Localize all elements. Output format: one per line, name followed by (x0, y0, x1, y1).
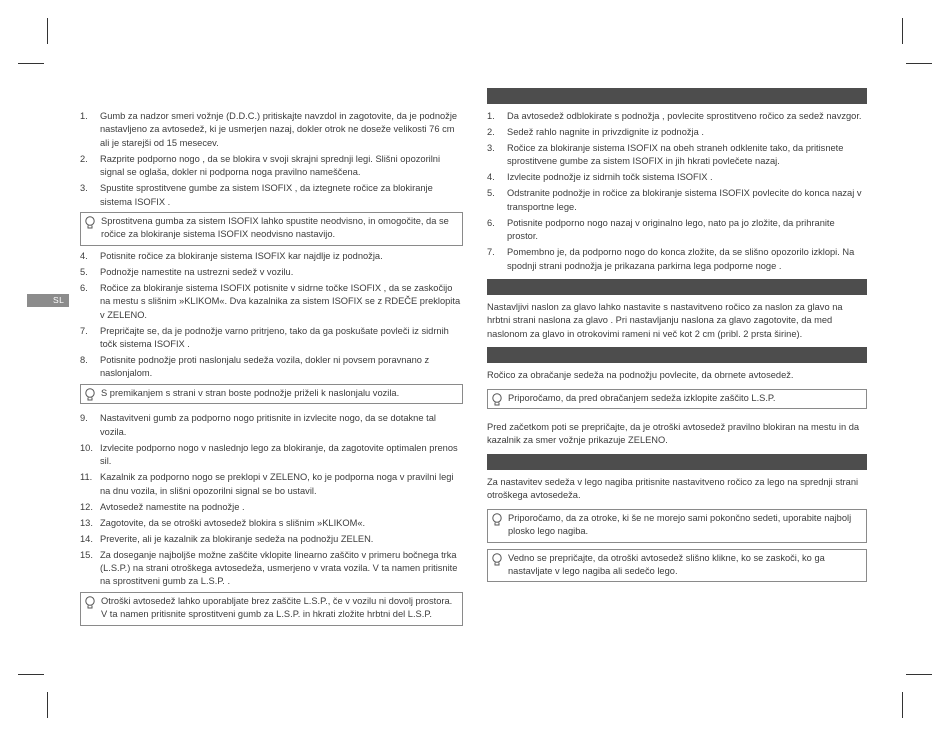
crop-mark (47, 18, 48, 44)
lightbulb-icon (491, 393, 503, 407)
list-item: 9. Nastavitveni gumb za podporno nogo pritisnite in izvlecite nogo, da se dotakne tal vozila. (80, 413, 436, 437)
note-box (80, 384, 463, 404)
section-header-bar (487, 347, 867, 363)
crop-mark (906, 674, 932, 675)
note-box (487, 509, 867, 543)
list-item: 11. Kazalnik za podporno nogo se preklopi v ZELENO, ko je podporna noga v pravilni legi na dnu vozila, in slišni opozorilni signal se bo ustavil. (80, 472, 454, 496)
section-header-bar (487, 279, 867, 295)
lightbulb-icon (491, 553, 503, 567)
note-text: Priporočamo, da za otroke, ki še ne morejo sami pokončno sedeti, uporabite najbolj plosko lego nagiba. (508, 512, 852, 537)
paragraph-recline: Za nastavitev sedeža v lego nagiba pritisnite nastavitveno ročico za lego na sprednji strani otroškega avtosedeža. (487, 476, 859, 501)
language-tab: SL (27, 294, 69, 307)
list-item: 2. Razprite podporno nogo , da se blokira v svoji skrajni sprednji legi. Slišni opozorilni signal se oglaša, dokler ni podporna noga pravilno nameščena. (80, 153, 441, 178)
steps-installation-a (80, 110, 463, 209)
crop-mark (902, 692, 903, 718)
list-item: 13. Zagotovite, da se otroški avtosedež blokira s slišnim »KLIKOM«. (80, 517, 366, 528)
note-box (80, 592, 463, 626)
steps-installation-b (80, 250, 463, 381)
list-item: 2. Sedež rahlo nagnite in privzdignite iz podnožja . (487, 127, 704, 137)
list-item: 8. Potisnite podnožje proti naslonjalu sedeža vozila, dokler ni povsem poravnano z naslonjalom. (80, 355, 430, 379)
paragraph-headrest: Nastavljivi naslon za glavo lahko nastavite s nastavitveno ročico za naslon za glavo na hrbtni strani naslona za glavo . Pri nastavljanju naslona za glavo zagotovite, da med naslonom za glavo in otrokovimi rameni ni več kot 2 cm (pribl. 2 prsta širine). (487, 302, 843, 339)
section-header-bar (487, 88, 867, 104)
list-item: 5. Odstranite podnožje in ročice za blokiranje sistema ISOFIX povlecite do konca nazaj v transportne lege. (487, 188, 862, 212)
list-item: 14. Preverite, ali je kazalnik za blokiranje sedeža na podnožju ZELEN. (80, 533, 374, 544)
paragraph-rotate: Ročico za obračanje sedeža na podnožju povlecite, da obrnete avtosedež. (487, 370, 794, 381)
list-item: 7. Prepričajte se, da je podnožje varno pritrjeno, tako da ga poskušate povleči iz sidrnih točk sistema ISOFIX . (80, 325, 449, 350)
crop-mark (18, 674, 44, 675)
list-item: 5. Podnožje namestite na ustrezni sedež v vozilu. (80, 266, 294, 277)
paragraph-check: Pred začetkom poti se prepričajte, da je otroški avtosedež pravilno blokiran na mestu in da kazalnik za smer vožnje prikazuje ZELENO. (487, 422, 860, 446)
list-item: 4. Izvlecite podnožje iz sidrnih točk sistema ISOFIX . (487, 172, 713, 183)
lightbulb-icon (491, 513, 503, 527)
lightbulb-icon (84, 388, 96, 402)
list-item: 1. Da avtosedež odblokirate s podnožja , povlecite sprostitveno ročico za sedež navzgor. (487, 111, 862, 121)
lightbulb-icon (84, 216, 96, 230)
list-item: 4. Potisnite ročice za blokiranje sistema ISOFIX kar najdlje iz podnožja. (80, 250, 383, 261)
note-text: Vedno se prepričajte, da otroški avtosedež slišno klikne, ko se zaskoči, ko ga nastavljate v lego nagiba ali sedečo lego. (508, 552, 825, 576)
list-item: 6. Ročice za blokiranje sistema ISOFIX potisnite v sidrne točke ISOFIX , da se zaskočijo na mestu s slišnim »KLIKOM«. Dva kazalnika za sistem ISOFIX se z RDEČE preklopita v ZELENO. (80, 282, 461, 320)
crop-mark (906, 63, 932, 64)
crop-mark (47, 692, 48, 718)
list-item: 15. Za doseganje najboljše možne zaščite vklopite linearno zaščito v primeru bočnega trka (L.S.P.) na strani otroškega avtosedeža, usmerjeno v vrata vozila. V ta namen pritisnite na sprostitveni gumb za L.S.P. . (80, 549, 458, 587)
list-item: 6. Potisnite podporno nogo nazaj v originalno lego, nato pa jo zložite, da prihranite prostor. (487, 217, 835, 242)
crop-mark (18, 63, 44, 64)
note-text: Otroški avtosedež lahko uporabljate brez zaščite L.S.P., če v vozilu ni dovolj prostora. V ta namen pritisnite sprostitveni gumb za L.S.P. in hkrati zložite hrbtni del L.S.P. (101, 595, 453, 620)
note-text: S premikanjem s strani v stran boste podnožje priželi k naslonjalu vozila. (101, 387, 400, 398)
list-item: 10. Izvlecite podporno nogo v naslednjo lego za blokiranje, da zagotovite optimalen prenos sil. (80, 442, 458, 467)
section-header-bar (487, 454, 867, 470)
right-column (487, 88, 867, 586)
list-item: 3. Spustite sprostitvene gumbe za sistem ISOFIX , da iztegnete ročice za blokiranje sistema ISOFIX . (80, 183, 433, 207)
list-item: 1. Gumb za nadzor smeri vožnje (D.D.C.) pritiskajte navzdol in zagotovite, da je podnožje nastavljeno za avtosedež, ki je usmerjen nazaj, dokler otrok ne doseže velikosti 76 cm ali je starejši od 15 mesecev. (80, 111, 458, 148)
left-column (80, 110, 463, 630)
note-text: Sprostitvena gumba za sistem ISOFIX lahko spustite neodvisno, in omogočite, da se ročice za blokiranje sistema ISOFIX neodvisno nastavijo. (101, 216, 449, 240)
note-box (487, 389, 867, 409)
steps-installation-c (80, 412, 463, 588)
note-box (487, 549, 867, 583)
list-item: 7. Pomembno je, da podporno nogo do konca zložite, da se slišno opozorilo izklopi. Na spodnji strani podnožja je prikazana parkirna lega podporne noge . (487, 247, 855, 271)
lightbulb-icon (84, 596, 96, 610)
note-text: Priporočamo, da pred obračanjem sedeža izklopite zaščito L.S.P. (508, 392, 776, 403)
list-item: 3. Ročice za blokiranje sistema ISOFIX na obeh straneh odklenite tako, da pritisnete sprostitvene gumbe za sistem ISOFIX in jih hkrati povlečete nazaj. (487, 143, 844, 167)
list-item: 12. Avtosedež namestite na podnožje . (80, 501, 245, 512)
crop-mark (902, 18, 903, 44)
steps-removal (487, 110, 867, 273)
note-box (80, 212, 463, 246)
